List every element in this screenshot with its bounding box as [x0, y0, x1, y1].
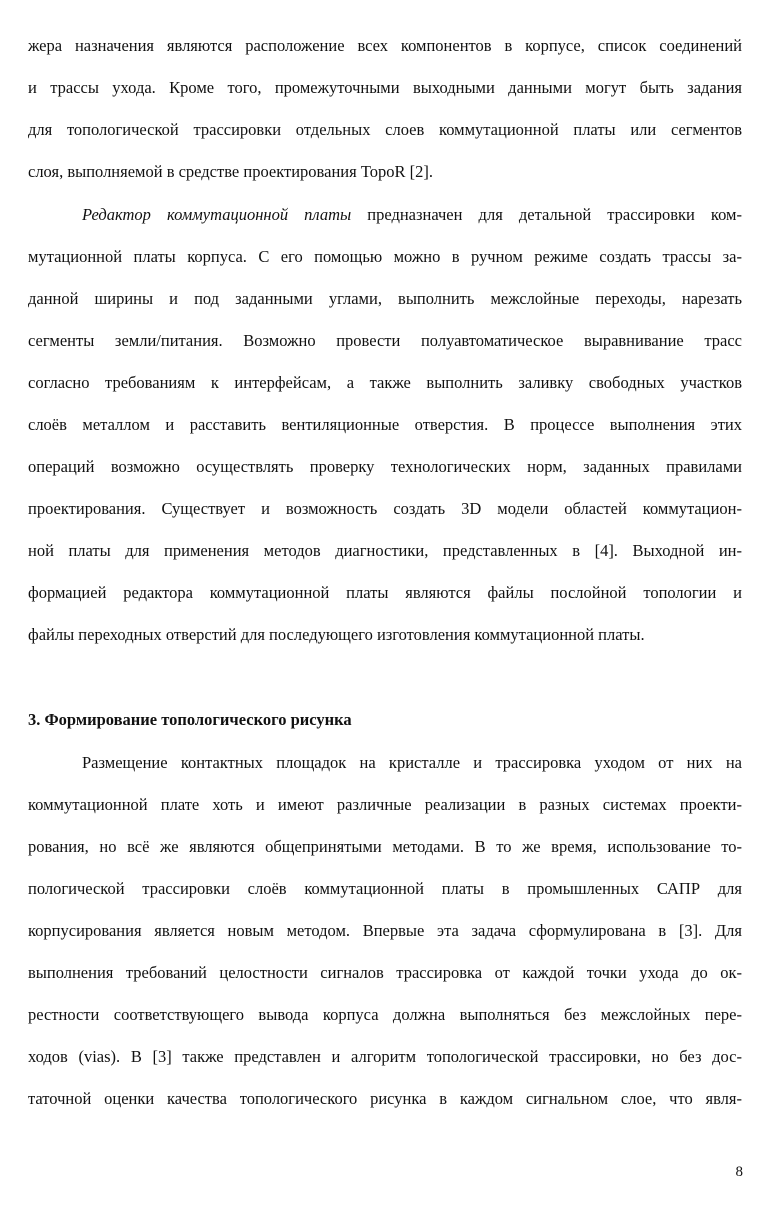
- section-heading: 3. Формирование топологического рисунка: [28, 710, 352, 729]
- section-paragraph-line-3: рования, но всё же являются общепринятыми методами. В то же время, использование то-: [28, 837, 742, 856]
- paragraph-1-line-2: и трассы ухода. Кроме того, промежуточными выходными данными могут быть задания: [28, 78, 742, 97]
- paragraph-2-line-6: слоёв металлом и расставить вентиляционные отверстия. В процессе выполнения этих: [28, 415, 742, 434]
- paragraph-2-line-8: проектирования. Существует и возможность создать 3D модели областей коммутацион-: [28, 499, 742, 518]
- paragraph-2-line-7: операций возможно осуществлять проверку технологических норм, заданных правилами: [28, 457, 742, 476]
- paragraph-1-line-1: жера назначения являются расположение всех компонентов в корпусе, список соединений: [28, 36, 742, 55]
- paragraph-2-line-9: ной платы для применения методов диагностики, представленных в [4]. Выходной ин-: [28, 541, 742, 560]
- paragraph-1-line-4: слоя, выполняемой в средстве проектирования TopoR [2].: [28, 162, 433, 181]
- section-paragraph-line-8: ходов (vias). В [3] также представлен и алгоритм топологической трассировки, но без дос-: [28, 1047, 742, 1066]
- section-paragraph-line-9: таточной оценки качества топологического рисунка в каждом сигнальном слое, что явля-: [28, 1089, 742, 1108]
- paragraph-2-line-1: [82, 205, 742, 225]
- section-paragraph-line-1: Размещение контактных площадок на кристалле и трассировка уходом от них на: [82, 753, 742, 772]
- italic-term: Редактор коммутационной платы: [82, 205, 352, 224]
- paragraph-2-line-3: данной ширины и под заданными углами, выполнить межслойные переходы, нарезать: [28, 289, 742, 308]
- paragraph-1-line-3: для топологической трассировки отдельных слоев коммутационной платы или сегментов: [28, 120, 742, 139]
- paragraph-2-line-10: формацией редактора коммутационной платы являются файлы послойной топологии и: [28, 583, 742, 602]
- section-paragraph-line-4: пологической трассировки слоёв коммутационной платы в промышленных САПР для: [28, 879, 742, 898]
- section-paragraph-line-6: выполнения требований целостности сигналов трассировка от каждой точки ухода до ок-: [28, 963, 742, 982]
- paragraph-2-line-5: согласно требованиям к интерфейсам, а также выполнить заливку свободных участков: [28, 373, 742, 392]
- page-number: 8: [735, 1164, 743, 1180]
- paragraph-2-line-11: файлы переходных отверстий для последующего изготовления коммутационной платы.: [28, 625, 645, 644]
- paragraph-2-line-2: мутационной платы корпуса. С его помощью можно в ручном режиме создать трассы за-: [28, 247, 742, 266]
- section-paragraph-line-5: корпусирования является новым методом. Впервые эта задача сформулирована в [3]. Для: [28, 921, 742, 940]
- paragraph-2-line-4: сегменты земли/питания. Возможно провести полуавтоматическое выравнивание трасс: [28, 331, 742, 350]
- section-paragraph-line-2: коммутационной плате хоть и имеют различные реализации в разных системах проекти-: [28, 795, 742, 814]
- section-paragraph-line-7: рестности соответствующего вывода корпуса должна выполняться без межслойных пере-: [28, 1005, 742, 1024]
- paragraph-2-line-1-rest: предназначен для детальной трассировки ком-: [351, 205, 742, 224]
